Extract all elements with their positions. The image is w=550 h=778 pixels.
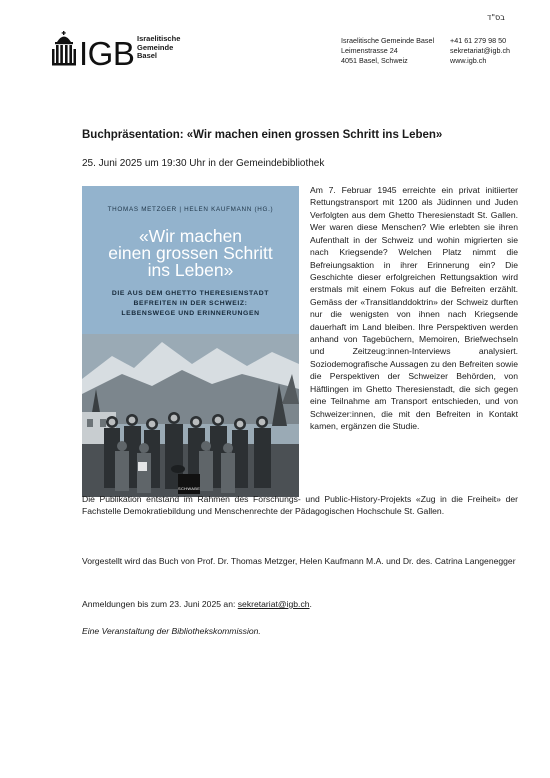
cover-subtitle-line: BEFREITEN IN DER SCHWEIZ:	[133, 299, 248, 307]
publisher-mark-label: SCHWABE	[178, 486, 201, 491]
logo-name-line: Israelitische	[137, 34, 181, 43]
postal-address	[341, 36, 434, 66]
logo-letters: IGB	[79, 35, 135, 68]
publication-note: Die Publikation entstand im Rahmen des Forschungs- und Public-History-Projekts «Zug in die Freiheit» der Fachstelle Demokratiebildung und Menschenrechte der Pädagogischen Hochschule St. Gallen.	[82, 494, 518, 517]
cover-title-line: ins Leben»	[147, 260, 234, 280]
synagogue-icon	[52, 31, 76, 66]
cover-subtitle-line: DIE AUS DEM GHETTO THERESIENSTADT	[111, 290, 270, 297]
cover-subtitle-line: LEBENSWEGE UND ERINNERUNGEN	[121, 309, 260, 317]
phone-number: +41 61 279 98 50	[450, 36, 507, 45]
contact-info	[450, 36, 510, 66]
organizer-note: Eine Veranstaltung der Bibliothekskommission.	[82, 626, 261, 636]
logo-name-line: Basel	[137, 51, 158, 61]
cover-authors: THOMAS METZGER | HELEN KAUFMANN (HG.)	[107, 206, 274, 213]
cover-title-line: «Wir machen	[138, 226, 243, 246]
hebrew-mark: בס"ד	[487, 13, 505, 22]
registration-suffix: .	[309, 599, 312, 609]
event-date: 25. Juni 2025 um 19:30 Uhr in der Gemeindebibliothek	[82, 158, 325, 169]
cover-title	[82, 228, 299, 279]
email-address[interactable]: sekretariat@igb.ch	[450, 46, 511, 55]
cover-photo	[82, 334, 299, 497]
website-link[interactable]: www.igb.ch	[450, 56, 487, 65]
address-line: Israelitische Gemeinde Basel	[341, 36, 435, 45]
book-cover	[82, 186, 299, 497]
cover-title-line: einen grossen Schritt	[108, 243, 273, 263]
registration-email-link[interactable]: sekretariat@igb.ch	[237, 599, 310, 609]
registration-prefix: Anmeldungen bis zum 23. Juni 2025 an:	[82, 599, 238, 609]
cover-subtitle	[82, 289, 299, 318]
logo-name	[137, 35, 180, 61]
address-line: 4051 Basel, Schweiz	[341, 56, 408, 65]
presenters-note: Vorgestellt wird das Buch von Prof. Dr. Thomas Metzger, Helen Kaufmann M.A. und Dr. des. Catrina Langenegger	[82, 556, 516, 566]
book-description	[310, 184, 518, 432]
registration-note	[82, 599, 312, 609]
logo-name-line: Gemeinde	[137, 42, 174, 52]
address-line: Leimenstrasse 24	[341, 46, 398, 55]
event-title: Buchpräsentation: «Wir machen einen grossen Schritt ins Leben»	[82, 129, 443, 141]
publisher-mark	[178, 474, 200, 494]
description-paragraph: Am 7. Februar 1945 erreichte ein privat initiierter Rettungstransport mit 1200 als Jüdinnen und Juden Verfolgten aus dem Ghetto Theresienstadt St. Gallen. Wer waren diese Menschen? Wie erlebten sie ihren Aufenthalt in der Schweiz und wohin migrierten sie nach Kriegsende? Welchen Platz nimmt die Befreiungsaktion in ihrer Erinnerung ein? Die Geschichte dieser erfolgreichen Rettungsaktion wird erstmals mit einem Fokus auf die Befreiten erzählt. Gemäss der «Transitlanddoktrin» der Schweiz durften nur die wenigsten von ihnen nach Kriegsende dauerhaft im Land bleiben. Ihre Perspektiven werden anhand von Tagebüchern, Memoiren, Briefwechseln und Zeitzeug:innen-Interviews analysiert. Soziodemografische Aussagen zu den Befreiten sowie die Perspektiven der Schweizer Behörden, von Häftlingen im Ghetto Theresienstadt, die sich gegen eine Teilnahme am Transport entschieden, und von Schweizer:innen, die mit den Befreiten in Kontakt kamen, ergänzen die Studie.	[310, 185, 518, 432]
